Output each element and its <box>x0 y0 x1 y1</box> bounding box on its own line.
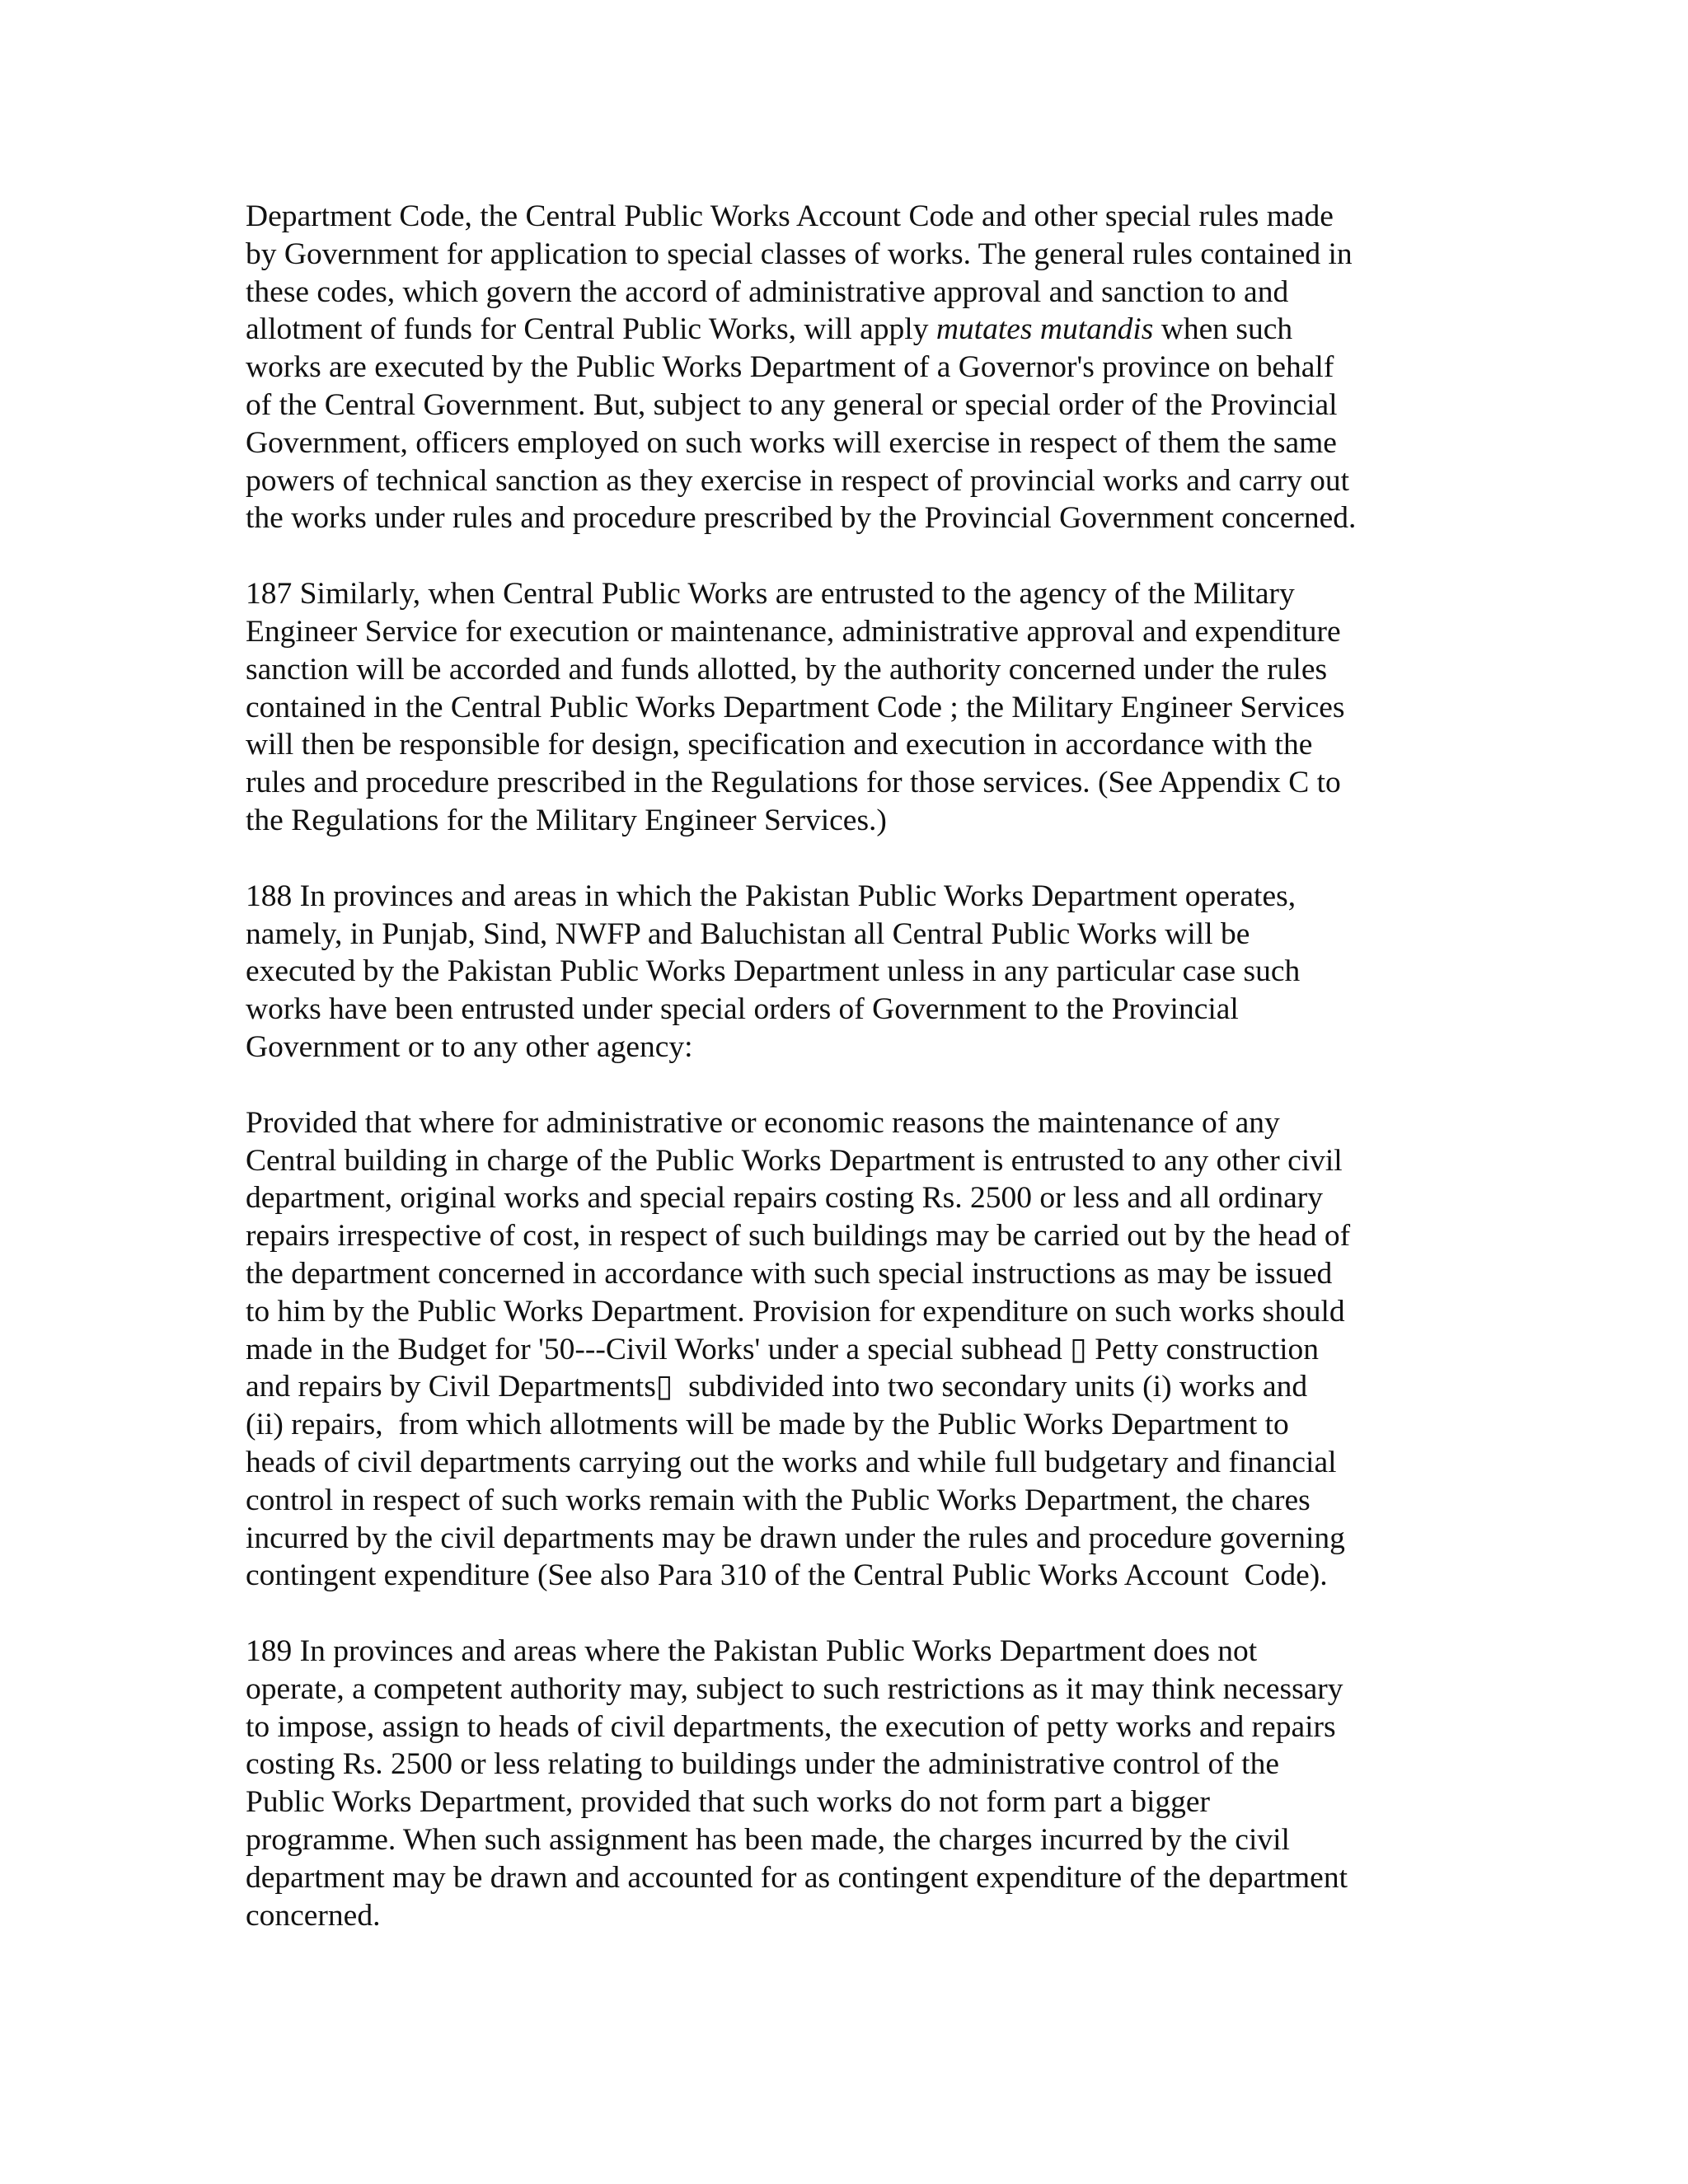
text-line: the works under rules and procedure prescribed by the Provincial Government concerned. <box>246 501 1357 536</box>
text-segment: allotment of funds for Central Public Works, will apply <box>246 312 936 347</box>
text-line: sanction will be accorded and funds allotted, by the authority concerned under the rules <box>246 652 1328 687</box>
text-line: Department Code, the Central Public Works Account Code and other special rules made <box>246 199 1334 233</box>
text-line: (ii) repairs, from which allotments will be made by the Public Works Department to <box>246 1408 1289 1442</box>
text-line: powers of technical sanction as they exercise in respect of provincial works and carry out <box>246 463 1350 498</box>
text-line: incurred by the civil departments may be drawn under the rules and procedure governing <box>246 1521 1345 1555</box>
text-line: concerned. <box>246 1898 381 1933</box>
paragraph-continuation <box>246 198 1449 537</box>
text-line: programme. When such assignment has been made, the charges incurred by the civil <box>246 1823 1290 1858</box>
text-line: Engineer Service for execution or maintenance, administrative approval and expenditure <box>246 614 1341 649</box>
text-line: rules and procedure prescribed in the Regulations for those services. (See Appendix C to <box>246 766 1341 800</box>
italic-phrase: mutates mutandis <box>935 312 1154 347</box>
paragraph-187 <box>246 575 1449 840</box>
text-line: 189 In provinces and areas where the Pakistan Public Works Department does not <box>246 1634 1258 1669</box>
text-line: operate, a competent authority may, subject to such restrictions as it may think necessary <box>246 1671 1343 1706</box>
text-line: works have been entrusted under special orders of Government to the Provincial <box>246 992 1239 1027</box>
text-line: department may be drawn and accounted for as contingent expenditure of the department <box>246 1860 1348 1895</box>
text-line: by Government for application to special classes of works. The general rules contained in <box>246 237 1353 271</box>
text-line: made in the Budget for '50---Civil Works' under a special subhead ▯ Petty construction <box>246 1332 1320 1366</box>
text-line: will then be responsible for design, specification and execution in accordance with the <box>246 728 1313 762</box>
text-line: heads of civil departments carrying out the works and while full budgetary and financial <box>246 1445 1337 1479</box>
text-line: 188 In provinces and areas in which the Pakistan Public Works Department operates, <box>246 879 1296 913</box>
text-line: the department concerned in accordance with such special instructions as may be issued <box>246 1256 1333 1291</box>
text-line: the Regulations for the Military Engineer Services.) <box>246 803 887 837</box>
text-line: of the Central Government. But, subject to any general or special order of the Provincial <box>246 387 1338 422</box>
paragraph-proviso <box>246 1104 1449 1595</box>
text-line: works are executed by the Public Works Department of a Governor's province on behalf <box>246 350 1334 385</box>
text-line <box>246 311 1449 349</box>
text-line: Public Works Department, provided that such works do not form part a bigger <box>246 1785 1211 1820</box>
text-segment: when such <box>1153 312 1293 347</box>
text-line: 187 Similarly, when Central Public Works are entrusted to the agency of the Military <box>246 577 1295 612</box>
paragraph-189 <box>246 1633 1449 1934</box>
text-line: Provided that where for administrative or economic reasons the maintenance of any <box>246 1105 1280 1140</box>
text-line: these codes, which govern the accord of administrative approval and sanction to and <box>246 274 1289 309</box>
document-body <box>246 198 1449 1972</box>
text-line: control in respect of such works remain with the Public Works Department, the chares <box>246 1483 1311 1517</box>
paragraph-188 <box>246 878 1449 1066</box>
text-line: Government or to any other agency: <box>246 1029 693 1064</box>
text-line: to impose, assign to heads of civil departments, the execution of petty works and repairs <box>246 1709 1336 1744</box>
text-line: contained in the Central Public Works Department Code ; the Military Engineer Services <box>246 690 1345 724</box>
text-line: repairs irrespective of cost, in respect of such buildings may be carried out by the head of <box>246 1219 1351 1254</box>
text-line: to him by the Public Works Department. Provision for expenditure on such works should <box>246 1294 1345 1329</box>
text-line: and repairs by Civil Departments▯ subdivided into two secondary units (i) works and <box>246 1370 1308 1404</box>
text-line: department, original works and special repairs costing Rs. 2500 or less and all ordinary <box>246 1181 1323 1216</box>
text-line: costing Rs. 2500 or less relating to buildings under the administrative control of the <box>246 1747 1279 1782</box>
text-line: executed by the Pakistan Public Works Department unless in any particular case such <box>246 954 1301 989</box>
text-line: Government, officers employed on such works will exercise in respect of them the same <box>246 425 1337 460</box>
text-line: Central building in charge of the Public Works Department is entrusted to any other civil <box>246 1143 1343 1178</box>
text-line: namely, in Punjab, Sind, NWFP and Baluchistan all Central Public Works will be <box>246 916 1250 951</box>
text-line: contingent expenditure (See also Para 310 of the Central Public Works Account Code). <box>246 1558 1328 1593</box>
